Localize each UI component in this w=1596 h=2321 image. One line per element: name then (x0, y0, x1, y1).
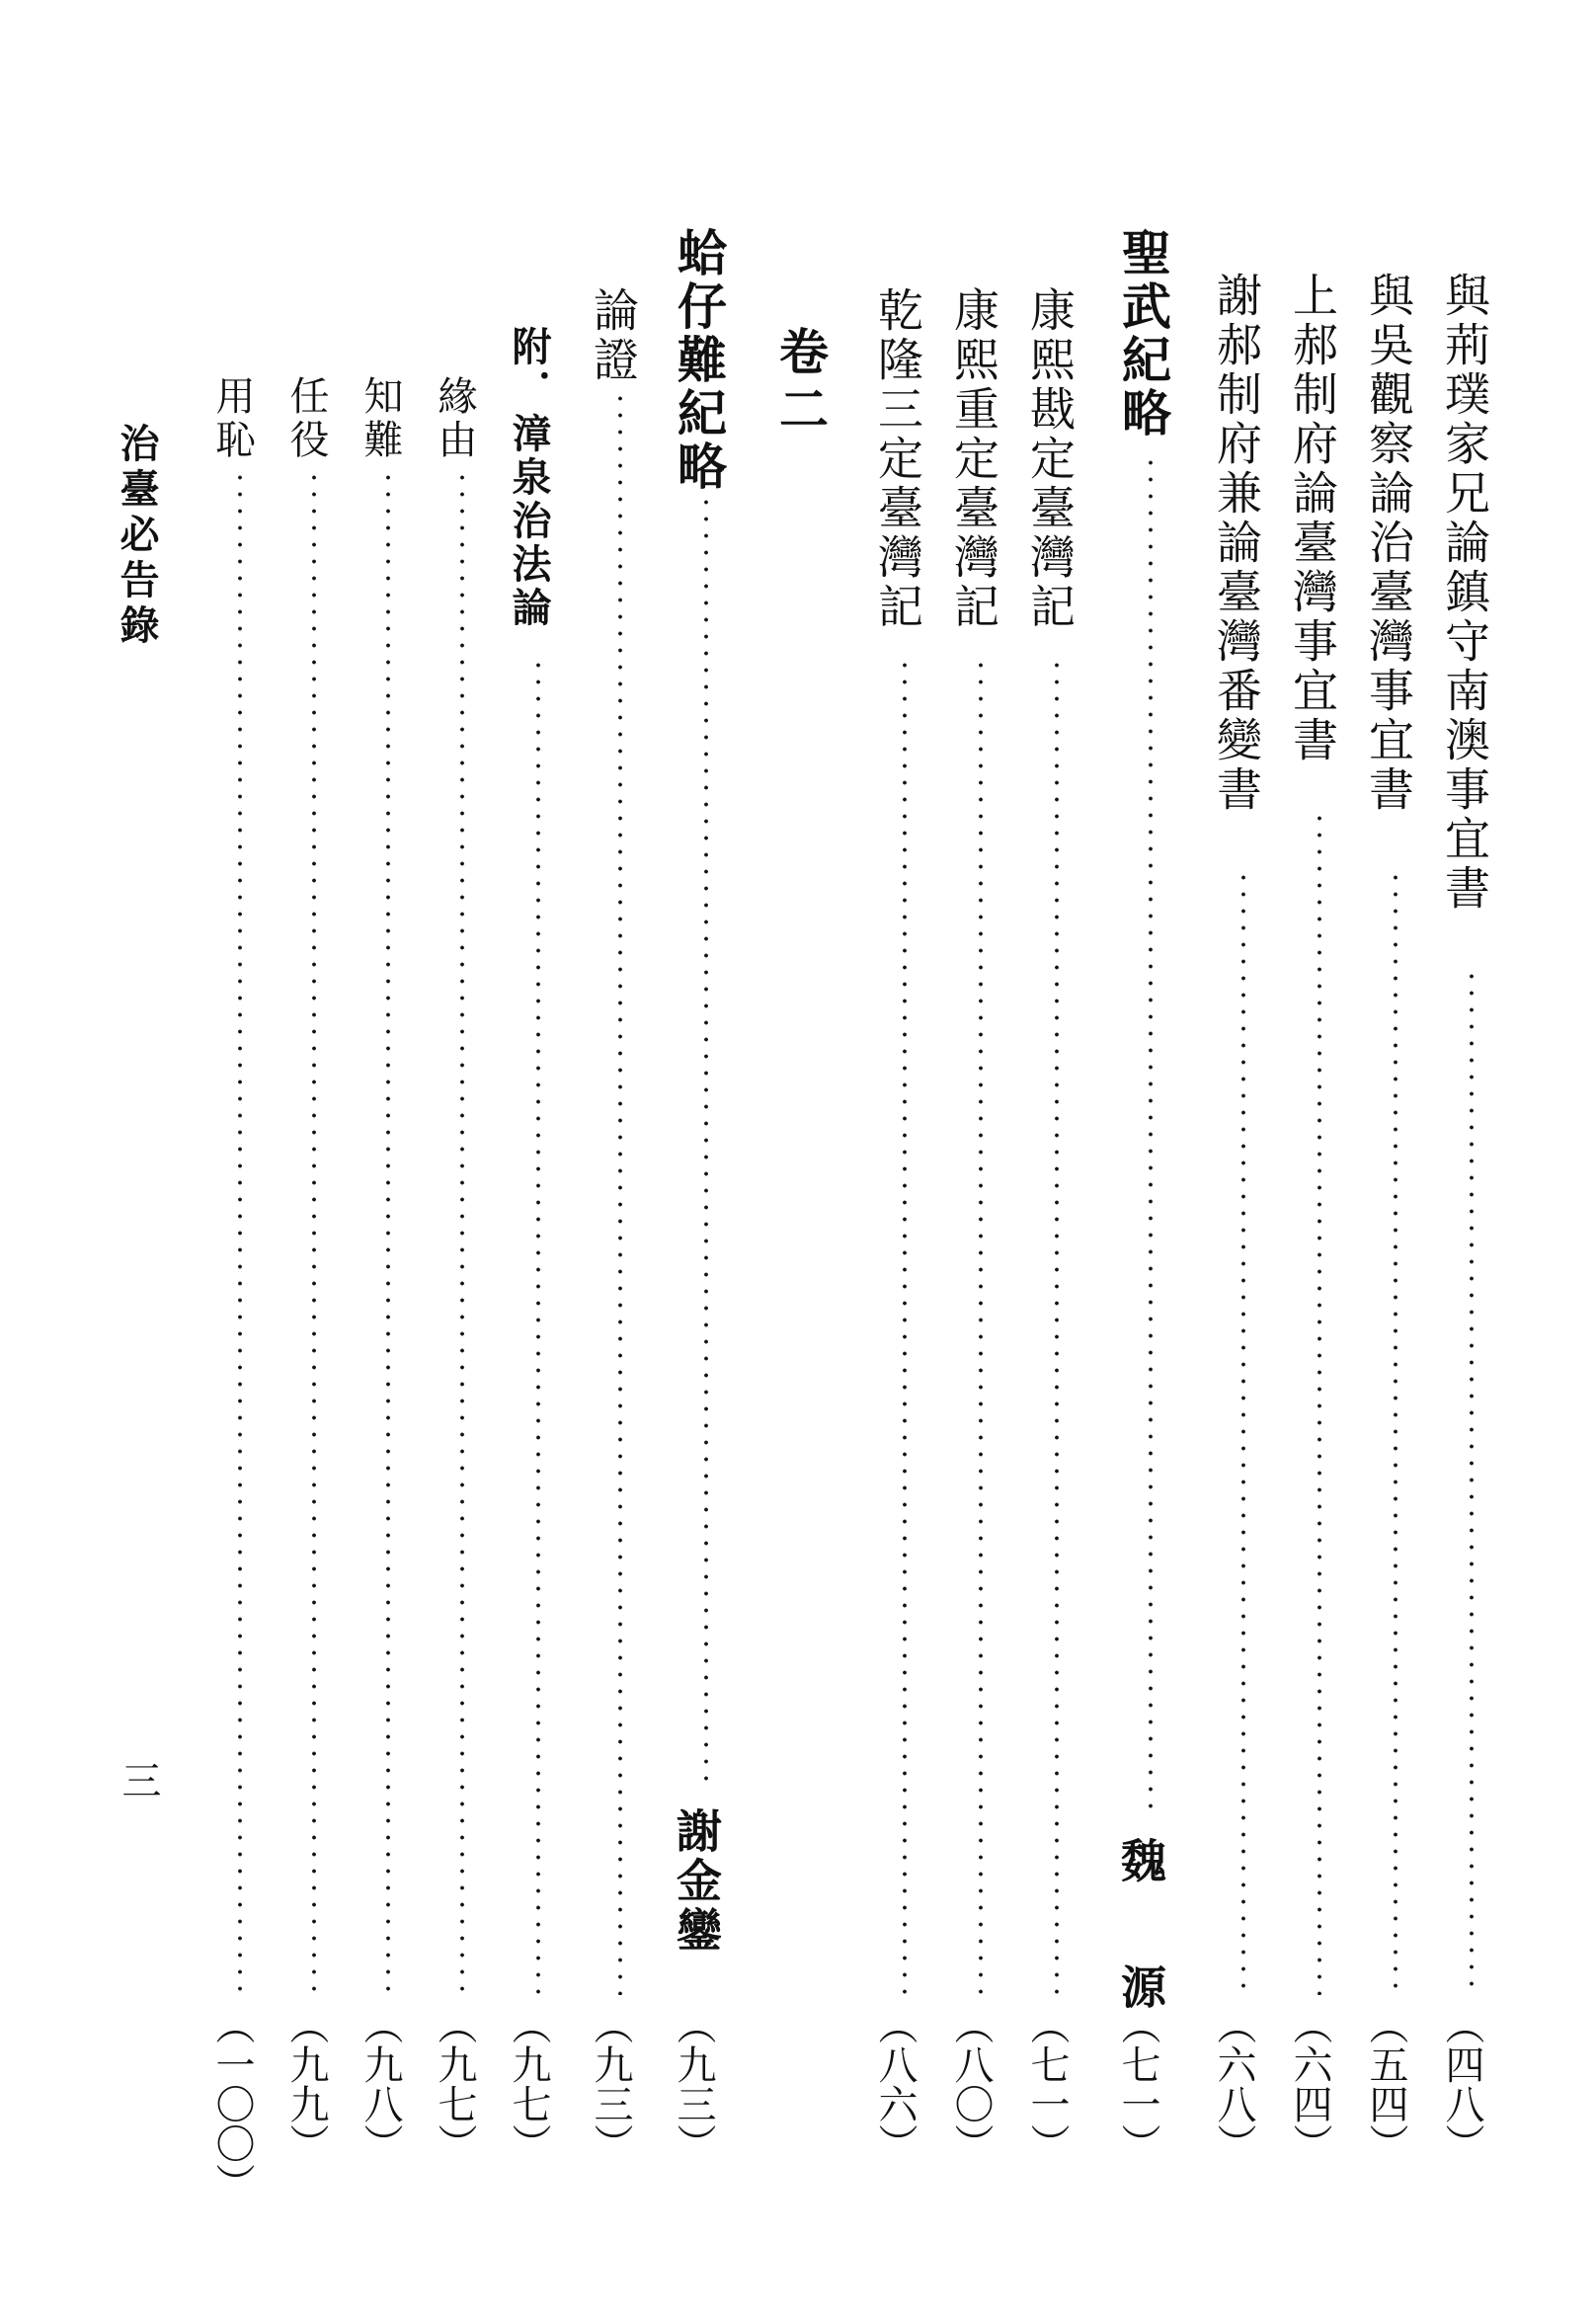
entry-title: 緣由 (432, 375, 477, 462)
leader-dots (903, 657, 907, 1995)
entry-title: 聖武紀略 (1114, 227, 1172, 440)
toc-entry (1210, 0, 1273, 2321)
entry-title: 與荊璞家兄論鎮守南澳事宜書 (1438, 272, 1491, 914)
page-number: （九七） (506, 2005, 551, 2163)
page-number: （六四） (1287, 2005, 1332, 2163)
entry-author: 謝金鑾 (670, 1807, 723, 1956)
toc-entry (1114, 0, 1183, 2321)
toc-entry (947, 0, 1010, 2321)
leader-dots (979, 657, 983, 1995)
volume-heading: 卷二 (771, 326, 830, 440)
toc-entry (1023, 0, 1086, 2321)
toc-entry (1286, 0, 1349, 2321)
entry-title: 知難 (358, 375, 403, 462)
leader-dots (1241, 869, 1245, 1995)
entry-title: 任役 (283, 375, 329, 462)
page-number: （一〇〇） (209, 2005, 255, 2202)
page-number: （八〇） (948, 2005, 994, 2163)
folio-number: 三 (116, 1760, 161, 1800)
page-number: （八六） (872, 2005, 918, 2163)
page-number: （九七） (432, 2005, 477, 2163)
toc-entry (670, 0, 739, 2321)
leader-dots (460, 469, 464, 1995)
leader-dots (704, 494, 708, 1788)
page-number: （七一） (1115, 2005, 1160, 2163)
leader-dots (1149, 454, 1153, 1817)
entry-title: 康熙重定臺灣記 (947, 286, 1000, 632)
toc-entry (1438, 0, 1501, 2321)
entry-title: 附．漳泉治法論 (506, 326, 552, 630)
toc-entry (1362, 0, 1425, 2321)
toc-entry (506, 0, 568, 2321)
toc-entry (360, 0, 416, 2321)
leader-dots (1317, 810, 1321, 1995)
leader-dots (386, 469, 390, 1995)
page-number: （五四） (1363, 2005, 1408, 2163)
entry-title: 上郝制府論臺灣事宜書 (1286, 272, 1339, 765)
page-number: （四八） (1439, 2005, 1484, 2163)
running-book-title: 治臺必告錄 (114, 423, 160, 650)
leader-dots (536, 657, 540, 1995)
leader-dots (1055, 657, 1059, 1995)
entry-title: 論證 (587, 286, 640, 385)
toc-entry (283, 0, 342, 2321)
toc-entry (432, 0, 490, 2321)
leader-dots (1470, 968, 1474, 1995)
toc-entry (209, 0, 268, 2321)
page-number: （九三） (588, 2005, 633, 2163)
entry-title: 乾隆三定臺灣記 (871, 286, 924, 632)
leader-dots (618, 390, 622, 1995)
entry-author: 魏 源 (1114, 1837, 1167, 2027)
page-number: （九九） (283, 2005, 329, 2163)
leader-dots (312, 469, 316, 1995)
toc-entry (587, 0, 650, 2321)
page-number: （七一） (1024, 2005, 1070, 2163)
leader-dots (1394, 869, 1397, 1995)
entry-title: 與吳觀察論治臺灣事宜書 (1362, 272, 1415, 815)
leader-dots (238, 469, 242, 1995)
entry-title: 用恥 (209, 375, 255, 462)
entry-title: 康熙戡定臺灣記 (1023, 286, 1077, 632)
page-number: （九三） (671, 2005, 716, 2163)
toc-entry (871, 0, 934, 2321)
page-number: （六八） (1211, 2005, 1256, 2163)
page-number: （九八） (358, 2005, 403, 2163)
entry-title: 謝郝制府兼論臺灣番變書 (1210, 272, 1263, 815)
entry-title: 蛤仔難紀略 (670, 227, 728, 494)
